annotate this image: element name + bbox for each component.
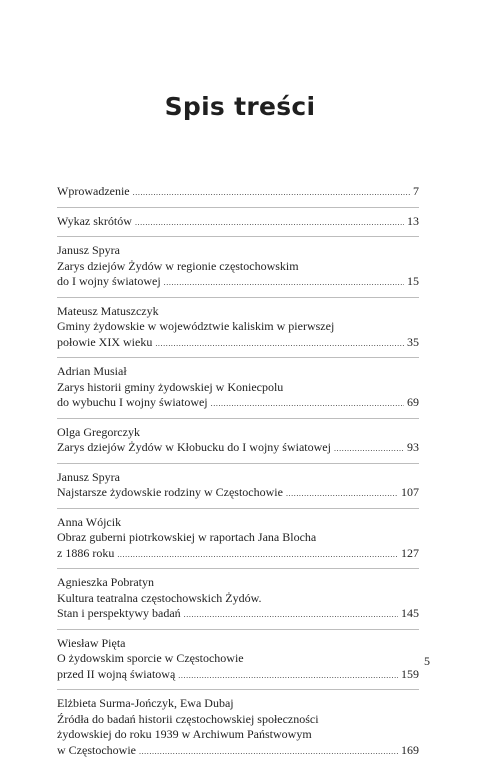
- toc-entry: [57, 568, 419, 623]
- toc-page-number: 107: [401, 485, 419, 501]
- toc-entry-line: [57, 395, 419, 412]
- toc-title-line: do I wojny światowej: [57, 274, 161, 290]
- toc-entry-line: [57, 485, 419, 502]
- dot-leader: [211, 396, 404, 412]
- toc-page-number: 69: [407, 395, 419, 411]
- toc-title-line: w Częstochowie: [57, 743, 136, 759]
- toc-entry: [57, 297, 419, 352]
- toc-author: Janusz Spyra: [57, 470, 419, 486]
- dot-leader: [139, 744, 398, 759]
- toc-title-line: Gminy żydowskie w województwie kaliskim w pierwszej: [57, 319, 419, 335]
- toc-entry-line: [57, 440, 419, 457]
- page-number: 5: [410, 654, 430, 669]
- toc-title-line: Zarys dziejów Żydów w regionie częstochowskim: [57, 259, 419, 275]
- dot-leader: [164, 275, 404, 291]
- dot-leader: [135, 215, 404, 231]
- toc-author: Agnieszka Pobratyn: [57, 575, 419, 591]
- page-title: Spis treści: [0, 92, 480, 121]
- toc-page-number: 169: [401, 743, 419, 759]
- toc-author: Olga Gregorczyk: [57, 425, 419, 441]
- toc-entry: [57, 418, 419, 457]
- toc-title-line: O żydowskim sporcie w Częstochowie: [57, 651, 419, 667]
- toc-page-number: 145: [401, 606, 419, 622]
- table-of-contents: [57, 184, 419, 759]
- toc-author: Adrian Musiał: [57, 364, 419, 380]
- toc-title-line: Najstarsze żydowskie rodziny w Częstochowie: [57, 485, 283, 501]
- toc-entry-line: [57, 335, 419, 352]
- toc-title-line: Zarys dziejów Żydów w Kłobucku do I wojny światowej: [57, 440, 331, 456]
- toc-entry: [57, 184, 419, 201]
- toc-author: Anna Wójcik: [57, 515, 419, 531]
- toc-title-line: przed II wojną światową: [57, 667, 175, 683]
- dot-leader: [155, 336, 404, 352]
- toc-entry: [57, 508, 419, 563]
- toc-page-number: 13: [407, 214, 419, 230]
- toc-page-number: 159: [401, 667, 419, 683]
- toc-title-line: połowie XIX wieku: [57, 335, 152, 351]
- toc-title-line: Zarys historii gminy żydowskiej w Koniecpolu: [57, 380, 419, 396]
- toc-entry-line: [57, 546, 419, 563]
- toc-title-line: Kultura teatralna częstochowskich Żydów.: [57, 591, 419, 607]
- toc-page-number: 93: [407, 440, 419, 456]
- toc-author: Janusz Spyra: [57, 243, 419, 259]
- toc-entry-line: [57, 214, 419, 231]
- dot-leader: [184, 607, 398, 623]
- toc-author: Wiesław Pięta: [57, 636, 419, 652]
- toc-entry: [57, 689, 419, 759]
- toc-page-number: 35: [407, 335, 419, 351]
- toc-entry: [57, 463, 419, 502]
- toc-title-line: żydowskiej do roku 1939 w Archiwum Państwowym: [57, 727, 419, 743]
- toc-page-number: 127: [401, 546, 419, 562]
- toc-entry: [57, 207, 419, 231]
- toc-title-line: do wybuchu I wojny światowej: [57, 395, 208, 411]
- dot-leader: [133, 185, 410, 201]
- toc-page-number: 15: [407, 274, 419, 290]
- toc-entry: [57, 629, 419, 684]
- toc-entry-line: [57, 184, 419, 201]
- toc-title-line: Wprowadzenie: [57, 184, 130, 200]
- toc-author: Mateusz Matuszczyk: [57, 304, 419, 320]
- toc-entry-line: [57, 274, 419, 291]
- toc-title-line: z 1886 roku: [57, 546, 114, 562]
- toc-entry: [57, 357, 419, 412]
- dot-leader: [178, 668, 398, 684]
- toc-entry: [57, 236, 419, 291]
- toc-entry-line: [57, 743, 419, 759]
- toc-title-line: Stan i perspektywy badań: [57, 606, 181, 622]
- dot-leader: [286, 486, 398, 502]
- dot-leader: [334, 441, 404, 457]
- toc-title-line: Źródła do badań historii częstochowskiej społeczności: [57, 712, 419, 728]
- toc-entry-line: [57, 606, 419, 623]
- toc-title-line: Obraz guberni piotrkowskiej w raportach Jana Blocha: [57, 530, 419, 546]
- toc-author: Elżbieta Surma-Jończyk, Ewa Dubaj: [57, 696, 419, 712]
- toc-entry-line: [57, 667, 419, 684]
- toc-title-line: Wykaz skrótów: [57, 214, 132, 230]
- toc-page-number: 7: [413, 184, 419, 200]
- dot-leader: [117, 547, 398, 563]
